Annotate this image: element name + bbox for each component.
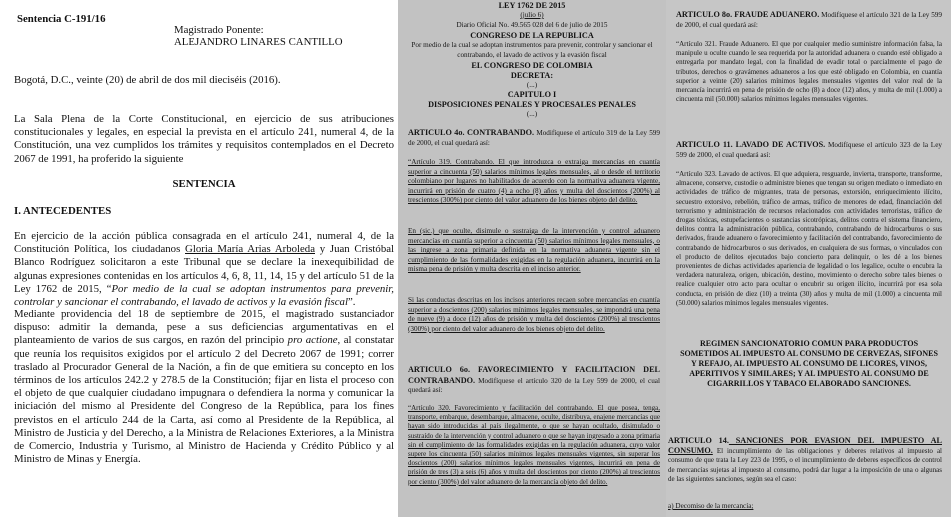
ellipsis-1: (...) (526, 81, 538, 89)
article-14-heading: SANCIONES POR EVASION DEL IMPUESTO AL CONSUMO. (668, 436, 942, 456)
magistrate-label: Magistrado Ponente: (174, 24, 264, 36)
article-6-paragraph-1: “Artículo 320. Favorecimiento y facilitación del contrabando. El que posea, tenga, transporte, embarque, desembarque, almacene, oculte, distribuya, enajene mercancías que hayan sido introducidas al país ilegalmente, o que se hayan ocultado, disimulado o sustraído de la intervención y control aduanero o que se hayan ingresado a zona primaria sin el cumplimiento de las formalidades exigidas en la regulación aduanera, cuyo valor supere los cincuenta (50) salarios mínimos legales mensuales vigentes, sin superar los doscientos (200) salarios mínimos legales mensuales vigentes, incurrirá en pena de prisión de tres (3) a seis (6) años y multa del doscientos por ciento (200%) al trescientos por ciento (300%) del valor aduanero de la mercancía objeto del delito. (408, 404, 660, 486)
p1-text-a: En ejercicio de la acción pública consagrada en el artículo 241, numeral 4, de la Constitución Política, los ciudadanos (14, 230, 394, 256)
article-8-intro: Modifíquese el artículo 321 de la Ley 599 de 2000, el cual quedará así: (676, 11, 942, 29)
article-6-heading (408, 365, 660, 396)
sentence-id: Sentencia C-191/16 (17, 13, 106, 25)
decreta-heading: DECRETA: (510, 71, 554, 80)
article-4-heading (408, 128, 660, 148)
article-6-intro: Modifíquese el artículo 320 de la Ley 599 de 2000, el cual quedará así: (408, 376, 660, 395)
article-11-paragraph-1: “Artículo 323. Lavado de activos. El que adquiera, resguarde, invierta, transporte, transforme, almacene, conserve, custodie o administre bienes que tengan su origen mediato o inmediato en actividades de tráfico de migrantes, trata de personas, extorsión, enriquecimiento ilícito, secuestro extorsivo, rebelión, tráfico de armas, tráfico de menores de edad, financiación del terrorismo y administración de recursos relacionados con actividades terroristas, tráfico de drogas tóxicas, estupefacientes o sustancias sicotrópicas, delitos contra el sistema financiero, delitos contra la administración pública, contrabando, contrabando de hidrocarburos o sus derivados, fraude aduanero o favorecimiento y facilitación del contrabando, favorecimiento de contrabando de hidrocarburos o sus derivados, en cualquiera de sus formas, o vinculados con el producto de delitos ejecutados bajo concierto para delinquir, o les dé a los bienes provenientes de dichas actividades apariencia de legalidad o los legalice, oculte o encubra la verdadera naturaleza, origen, ubicación, destino, movimiento o derecho sobre tales bienes o realice cualquier otro acto para ocultar o encubrir su origen ilícito, incurrirá por esa sola conducta, en prisión de diez (10) a treinta (30) años y multa de mil (1.000) a cincuenta mil (50.000) salarios mínimos legales mensuales vigentes. (676, 170, 942, 307)
congress-heading: CONGRESO DE LA REPUBLICA (470, 31, 594, 40)
article-14-title: ARTICULO 14. (668, 436, 729, 445)
ellipsis-2: (...) (526, 110, 538, 118)
judgment-title: SENTENCIA (172, 178, 236, 190)
article-14-paragraph-1: El incumplimiento de las obligaciones y deberes relativos al impuesto al consumo de que trata la Ley 223 de 1995, o el incumplimiento de deberes específicos de control de mercancías sujetas al impuesto al consumo, podrá dar lugar a la imposición de una o algunas de las siguientes sanciones, según sea el caso: (668, 447, 942, 483)
chapter-heading: CAPITULO I (507, 90, 557, 99)
article-14-item-a: a) Decomiso de la mercancía; (668, 502, 754, 510)
p1-law-title: Por medio de la cual se adoptan instrumentos para prevenir, controlar y sancionar el contrabando, el lavado de activos y la evasión fiscal (14, 282, 394, 309)
p1-plaintiff-name: Gloria María Arias Arboleda (185, 243, 315, 256)
law-scan-column-1 (398, 0, 666, 517)
article-4-title: ARTICULO 4o. CONTRABANDO. (408, 128, 535, 137)
article-8-title: ARTICULO 8o. FRAUDE ADUANERO. (676, 10, 820, 19)
law-purpose: Por medio de la cual se adoptan instrumentos para prevenir, controlar y sancionar el contrabando, el lavado de activos y la evasión fiscal (411, 41, 653, 59)
opinion-page (0, 0, 398, 517)
article-6-title: ARTICULO 6o. FAVORECIMIENTO Y FACILITACION DEL CONTRABANDO. (408, 365, 660, 385)
date-line: Bogotá, D.C., veinte (20) de abril de dos mil dieciséis (2016). (14, 74, 281, 86)
p2-text-a: Mediante providencia del 18 de septiembre de 2015, el magistrado sustanciador dispuso: admitir la demanda, pese a sus deficiencias argumentativas en el planteamiento de varios de sus cargos, en razón del principio (14, 308, 394, 347)
chapter-title: DISPOSICIONES PENALES Y PROCESALES PENALES (428, 100, 636, 109)
sanction-regime-heading: REGIMEN SANCIONATORIO COMUN PARA PRODUCTOS SOMETIDOS AL IMPUESTO AL CONSUMO DE CERVEZAS, SIFONES Y REFAJO, AL IMPUESTO AL CONSUMO DE LICORES, VINOS, APERITIVOS Y SIMILARES; Y AL IMPUESTO AL CONSUMO DE CIGARRILLOS Y TABACO ELABORADO SANCIONES. (680, 339, 938, 388)
law-date: (julio 6) (520, 11, 544, 19)
article-14-block (668, 436, 942, 484)
decreed-by: EL CONGRESO DE COLOMBIA (471, 61, 593, 70)
section-heading: I. ANTECEDENTES (14, 205, 112, 217)
p1-text-c: ”. (347, 296, 356, 309)
article-4-paragraph-2: En (sic.) que oculte, disimule o sustraiga de la intervención y control aduanero mercancías en cuantía superior a cincuenta (50) salarios mínimos legales mensuales, o las ingrese a zona primaria definida en la normativa aduanera vigente sin el cumplimiento de las formalidades exigidas en la regulación aduanera, incurrirá en la misma pena de prisión y multa descrita en el inciso anterior. (408, 227, 660, 274)
paragraph-1 (14, 230, 394, 309)
article-4-intro: Modifíquese el artículo 319 de la Ley 599 de 2000, el cual quedará así: (408, 129, 660, 147)
paragraph-2 (14, 308, 394, 466)
article-11-intro: Modifíquese el artículo 323 de la Ley 599 de 2000, el cual quedará así: (676, 141, 942, 159)
p2-text-b: , al constatar que reunía los requisitos exigidos por el artículo 2 del Decreto 2067 de 1991; correr traslado al Procurador General de la Nación, a fin de que emitiera su concepto en los términos de los artículos 242.2 y 278.5 de la Constitución; fijar en lista el proceso con el objeto de que cualquier ciudadano impugnara o defendiera la norma y comunicar la iniciación del mismo al Presidente del Congreso de la República, para los fines previstos en el artículo 244 de la Carta, así como al Presidente de la República, al Ministro de Justicia y del Derecho, a la Ministra de Relaciones Exteriores, a la Ministra de Comercio, Industria y Turismo, al Ministro de Hacienda y Crédito Público y al Ministro de Minas y Energía. (14, 334, 394, 466)
article-4-paragraph-3: Si las conductas descritas en los incisos anteriores recaen sobre mercancías en cuantía superior a doscientos (200) salarios mínimos legales mensuales, se impondrá una pena de nueve (9) a doce (12) años de prisión y multa del doscientos (200%) al trescientos (300%) por ciento del valor aduanero de los bienes objeto del delito. (408, 296, 660, 333)
law-number: LEY 1762 DE 2015 (498, 1, 566, 10)
intro-paragraph: La Sala Plena de la Corte Constitucional, en ejercicio de sus atribuciones constitucionales y legales, en especial la prevista en el artículo 241, numeral 4, de la Constitución, una vez cumplidos los trámites y requisitos contemplados en el Decreto 2067 de 1991, ha proferido la siguiente (14, 113, 394, 165)
p2-pro-actione: pro actione (287, 334, 338, 347)
article-8-paragraph-1: “Artículo 321. Fraude Aduanero. El que por cualquier medio suministre información falsa, la manipule u oculte cuando le sea requerida por la autoridad aduanera o cuando esté obligado a entregarla por mandato legal, con la finalidad de evadir total o parcialmente el pago de tributos, derechos o gravámenes aduaneros a los que esté obligado en Colombia, en cuantía superior a veinte (20) salarios mínimos legales mensuales vigentes del valor real de la mercancía incurrirá en pena de prisión de ocho (8) a doce (12) años, y multa de mil (1.000) a cincuenta mil (50.000) salarios mínimos legales mensuales vigentes. (676, 40, 942, 104)
article-11-title: ARTICULO 11. LAVADO DE ACTIVOS. (676, 140, 826, 149)
article-11-heading (676, 140, 942, 160)
gazette-line: Diario Oficial No. 49.565 028 del 6 de julio de 2015 (456, 21, 608, 29)
article-8-heading (676, 10, 942, 30)
article-4-paragraph-1: “Artículo 319. Contrabando. El que introduzca o extraiga mercancías en cuantía superior a cincuenta (50) salarios mínimos legales mensuales, al o desde el territorio colombiano por lugares no habilitados de acuerdo con la normativa aduanera vigente, incurrirá en prisión de cuatro (4) a ocho (8) años y multa del doscientos (200%) al trescientos (300%) por ciento del valor aduanero de los bienes objeto del delito. (408, 158, 660, 205)
p1-text-b: y Juan Cristóbal Blanco Rodríguez solicitaron a este Tribunal que se declare la inexequibilidad de algunas expresiones contenidas en los artículos 4, 6, 8, 11, 14, 15 y del artículo 51 de la Ley 1762 de 2015, “ (14, 243, 395, 295)
law-scan-column-2 (666, 0, 951, 517)
magistrate-name: ALEJANDRO LINARES CANTILLO (174, 36, 343, 48)
